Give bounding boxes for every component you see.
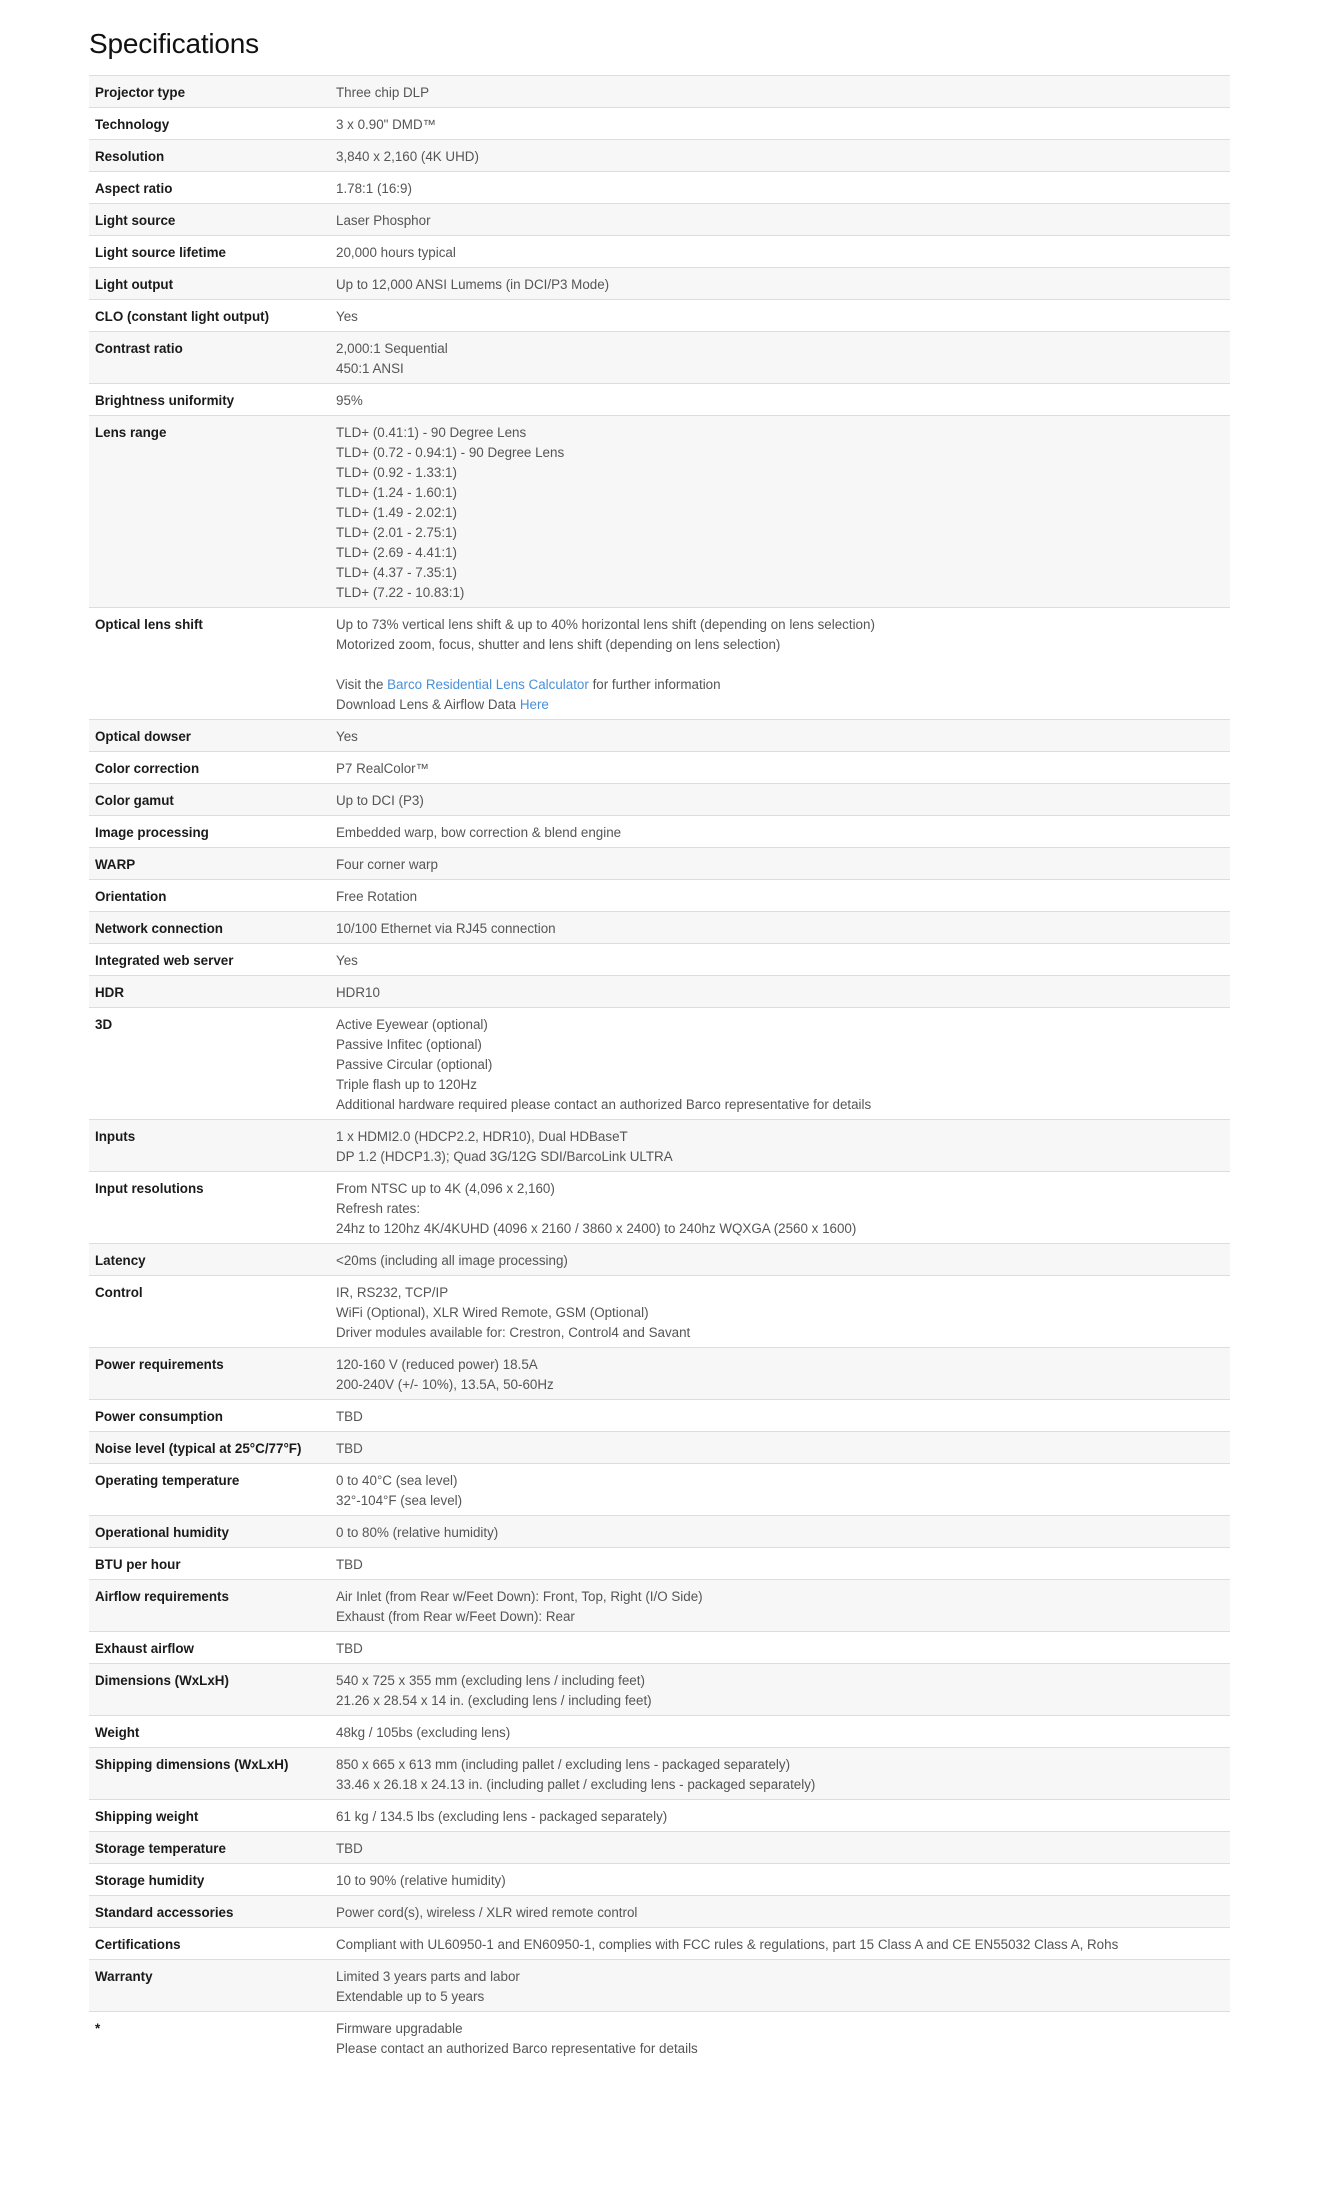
- spec-value: [330, 1244, 1230, 1276]
- spec-value-line: Up to 73% vertical lens shift & up to 40% horizontal lens shift (depending on lens selection): [336, 617, 875, 632]
- page-title: Specifications: [89, 28, 259, 59]
- spec-value-line: Passive Circular (optional): [336, 1057, 493, 1072]
- spec-value-line: Up to 12,000 ANSI Lumems (in DCI/P3 Mode): [336, 277, 610, 292]
- spec-value: [330, 1632, 1230, 1664]
- spec-label: Brightness uniformity: [89, 384, 330, 416]
- spec-label: Shipping dimensions (WxLxH): [89, 1748, 330, 1800]
- spec-row: [89, 752, 1230, 784]
- spec-value: [330, 976, 1230, 1008]
- spec-row: [89, 332, 1230, 384]
- spec-label: Shipping weight: [89, 1800, 330, 1832]
- spec-row: [89, 172, 1230, 204]
- spec-row: [89, 1664, 1230, 1716]
- spec-value-line: Triple flash up to 120Hz: [336, 1077, 477, 1092]
- spec-label: Operational humidity: [89, 1516, 330, 1548]
- spec-value: [330, 1800, 1230, 1832]
- spec-value: [330, 1464, 1230, 1516]
- spec-label: Airflow requirements: [89, 1580, 330, 1632]
- spec-value-line: Extendable up to 5 years: [336, 1989, 485, 2004]
- lens-airflow-data-link[interactable]: Here: [519, 697, 549, 712]
- spec-value-line: 2,000:1 Sequential: [336, 341, 448, 356]
- spec-label: Image processing: [89, 816, 330, 848]
- spec-value-line: [336, 655, 1224, 675]
- spec-label: Dimensions (WxLxH): [89, 1664, 330, 1716]
- spec-value-line: Up to DCI (P3): [336, 793, 424, 808]
- spec-value-line: 61 kg / 134.5 lbs (excluding lens - packaged separately): [336, 1809, 668, 1824]
- spec-value: [330, 944, 1230, 976]
- spec-row: [89, 1244, 1230, 1276]
- spec-value-line: TBD: [336, 1409, 363, 1424]
- spec-value: [330, 1172, 1230, 1244]
- spec-row: [89, 108, 1230, 140]
- spec-value-line: <20ms (including all image processing): [336, 1253, 568, 1268]
- spec-value-line: 32°-104°F (sea level): [336, 1493, 463, 1508]
- spec-row: [89, 784, 1230, 816]
- spec-value: [330, 416, 1230, 608]
- spec-label: HDR: [89, 976, 330, 1008]
- spec-row: [89, 720, 1230, 752]
- spec-value: [330, 140, 1230, 172]
- spec-value-line: 200-240V (+/- 10%), 13.5A, 50-60Hz: [336, 1377, 554, 1392]
- spec-label: Orientation: [89, 880, 330, 912]
- spec-label: Power requirements: [89, 1348, 330, 1400]
- spec-label: CLO (constant light output): [89, 300, 330, 332]
- spec-value-line: Air Inlet (from Rear w/Feet Down): Front, Top, Right (I/O Side): [336, 1589, 703, 1604]
- spec-value: [330, 332, 1230, 384]
- spec-value-line: TBD: [336, 1841, 363, 1856]
- spec-value: [330, 912, 1230, 944]
- spec-label: Color correction: [89, 752, 330, 784]
- spec-label: 3D: [89, 1008, 330, 1120]
- spec-value: [330, 108, 1230, 140]
- spec-text: for further information: [588, 677, 721, 692]
- spec-value-line: Four corner warp: [336, 857, 438, 872]
- spec-value-line: Please contact an authorized Barco representative for details: [336, 2041, 698, 2056]
- spec-label: Network connection: [89, 912, 330, 944]
- spec-row: [89, 1716, 1230, 1748]
- spec-value: [330, 1832, 1230, 1864]
- spec-label: Technology: [89, 108, 330, 140]
- spec-value: [330, 1580, 1230, 1632]
- spec-value-line: Passive Infitec (optional): [336, 1037, 482, 1052]
- spec-row: [89, 1864, 1230, 1896]
- spec-row: [89, 416, 1230, 608]
- spec-row: [89, 816, 1230, 848]
- spec-row: [89, 300, 1230, 332]
- spec-label: Light source: [89, 204, 330, 236]
- spec-value-line: 1 x HDMI2.0 (HDCP2.2, HDR10), Dual HDBaseT: [336, 1129, 628, 1144]
- spec-value: [330, 1348, 1230, 1400]
- spec-value-line: Yes: [336, 953, 358, 968]
- spec-row: [89, 1748, 1230, 1800]
- spec-value-line: TBD: [336, 1557, 363, 1572]
- spec-value-line: 850 x 665 x 613 mm (including pallet / excluding lens - packaged separately): [336, 1757, 791, 1772]
- spec-value-line: 3,840 x 2,160 (4K UHD): [336, 149, 479, 164]
- spec-value: [330, 1400, 1230, 1432]
- spec-value: [330, 1548, 1230, 1580]
- spec-row: [89, 1120, 1230, 1172]
- spec-row: [89, 1464, 1230, 1516]
- spec-value-line: TLD+ (0.72 - 0.94:1) - 90 Degree Lens: [336, 445, 565, 460]
- spec-value-line: Power cord(s), wireless / XLR wired remote control: [336, 1905, 638, 1920]
- spec-row: [89, 1800, 1230, 1832]
- spec-value: [330, 1960, 1230, 2012]
- spec-label: Resolution: [89, 140, 330, 172]
- spec-row: [89, 1632, 1230, 1664]
- spec-label: Operating temperature: [89, 1464, 330, 1516]
- spec-row: [89, 1432, 1230, 1464]
- spec-label: Contrast ratio: [89, 332, 330, 384]
- spec-row: [89, 1896, 1230, 1928]
- spec-row: [89, 76, 1230, 108]
- spec-value: [330, 1432, 1230, 1464]
- spec-value: [330, 720, 1230, 752]
- spec-value-line: 10 to 90% (relative humidity): [336, 1873, 506, 1888]
- spec-value: [330, 236, 1230, 268]
- spec-row: [89, 608, 1230, 720]
- spec-value-line: Motorized zoom, focus, shutter and lens shift (depending on lens selection): [336, 637, 781, 652]
- spec-value: [330, 204, 1230, 236]
- spec-value: [330, 1896, 1230, 1928]
- spec-label: Input resolutions: [89, 1172, 330, 1244]
- spec-label: Storage humidity: [89, 1864, 330, 1896]
- spec-value: [330, 1864, 1230, 1896]
- spec-label: Light source lifetime: [89, 236, 330, 268]
- specifications-table-body: [89, 76, 1230, 2064]
- spec-value-line: Additional hardware required please contact an authorized Barco representative for details: [336, 1097, 872, 1112]
- spec-value-line: 120-160 V (reduced power) 18.5A: [336, 1357, 538, 1372]
- spec-row: [89, 1960, 1230, 2012]
- spec-row: [89, 1548, 1230, 1580]
- spec-value-line: Refresh rates:: [336, 1201, 421, 1216]
- spec-value-line: TLD+ (0.92 - 1.33:1): [336, 465, 457, 480]
- spec-label: Certifications: [89, 1928, 330, 1960]
- spec-value: [330, 1748, 1230, 1800]
- spec-label: Latency: [89, 1244, 330, 1276]
- spec-text: Visit the: [336, 677, 388, 692]
- specifications-table: [89, 75, 1230, 2063]
- spec-label: Control: [89, 1276, 330, 1348]
- spec-label: Warranty: [89, 1960, 330, 2012]
- spec-row: [89, 912, 1230, 944]
- spec-value-line: TLD+ (4.37 - 7.35:1): [336, 565, 457, 580]
- spec-value-line: TLD+ (0.41:1) - 90 Degree Lens: [336, 425, 527, 440]
- spec-label: Inputs: [89, 1120, 330, 1172]
- spec-row: [89, 1008, 1230, 1120]
- spec-row: [89, 236, 1230, 268]
- spec-row: [89, 2012, 1230, 2064]
- spec-label: WARP: [89, 848, 330, 880]
- spec-value-line: Embedded warp, bow correction & blend engine: [336, 825, 622, 840]
- spec-value-line: HDR10: [336, 985, 380, 1000]
- spec-row: [89, 1580, 1230, 1632]
- spec-value-line: 1.78:1 (16:9): [336, 181, 412, 196]
- spec-value: [330, 384, 1230, 416]
- spec-value: [330, 300, 1230, 332]
- spec-label: Optical lens shift: [89, 608, 330, 720]
- spec-value: [330, 1008, 1230, 1120]
- spec-value-line: 21.26 x 28.54 x 14 in. (excluding lens / including feet): [336, 1693, 652, 1708]
- spec-value: [330, 880, 1230, 912]
- spec-value-line: 95%: [336, 393, 363, 408]
- spec-row: [89, 384, 1230, 416]
- spec-row: [89, 848, 1230, 880]
- spec-value-line: From NTSC up to 4K (4,096 x 2,160): [336, 1181, 555, 1196]
- spec-row: [89, 1348, 1230, 1400]
- spec-row: [89, 204, 1230, 236]
- spec-value-line: [336, 675, 1224, 695]
- spec-label: Projector type: [89, 76, 330, 108]
- spec-value-line: TBD: [336, 1441, 363, 1456]
- spec-value-line: 33.46 x 26.18 x 24.13 in. (including pallet / excluding lens - packaged separately): [336, 1777, 816, 1792]
- spec-value-line: TBD: [336, 1641, 363, 1656]
- spec-value-line: IR, RS232, TCP/IP: [336, 1285, 449, 1300]
- spec-value-line: Three chip DLP: [336, 85, 430, 100]
- spec-value-line: WiFi (Optional), XLR Wired Remote, GSM (Optional): [336, 1305, 649, 1320]
- spec-value-line: Driver modules available for: Crestron, Control4 and Savant: [336, 1325, 691, 1340]
- spec-label: Noise level (typical at 25°C/77°F): [89, 1432, 330, 1464]
- spec-label: Color gamut: [89, 784, 330, 816]
- spec-value-line: 20,000 hours typical: [336, 245, 456, 260]
- spec-label: Aspect ratio: [89, 172, 330, 204]
- spec-value: [330, 848, 1230, 880]
- spec-text: Download Lens & Airflow Data: [336, 697, 520, 712]
- spec-label: Optical dowser: [89, 720, 330, 752]
- spec-row: [89, 1172, 1230, 1244]
- spec-value: [330, 76, 1230, 108]
- spec-value-line: Firmware upgradable: [336, 2021, 463, 2036]
- spec-value: [330, 752, 1230, 784]
- spec-value: [330, 816, 1230, 848]
- spec-value: [330, 1120, 1230, 1172]
- spec-row: [89, 1276, 1230, 1348]
- spec-row: [89, 1516, 1230, 1548]
- spec-value-line: 10/100 Ethernet via RJ45 connection: [336, 921, 556, 936]
- spec-value-line: TLD+ (7.22 - 10.83:1): [336, 585, 465, 600]
- spec-label: Light output: [89, 268, 330, 300]
- spec-label: Exhaust airflow: [89, 1632, 330, 1664]
- spec-value-line: Limited 3 years parts and labor: [336, 1969, 520, 1984]
- spec-value: [330, 1928, 1230, 1960]
- spec-value-line: TLD+ (1.49 - 2.02:1): [336, 505, 457, 520]
- spec-value-line: Free Rotation: [336, 889, 418, 904]
- spec-value-line: DP 1.2 (HDCP1.3); Quad 3G/12G SDI/BarcoLink ULTRA: [336, 1149, 673, 1164]
- spec-value-line: P7 RealColor™: [336, 761, 430, 776]
- spec-row: [89, 140, 1230, 172]
- spec-value-line: TLD+ (2.69 - 4.41:1): [336, 545, 457, 560]
- spec-value-line: TLD+ (1.24 - 1.60:1): [336, 485, 457, 500]
- spec-row: [89, 268, 1230, 300]
- spec-row: [89, 1400, 1230, 1432]
- spec-value-line: Compliant with UL60950-1 and EN60950-1, complies with FCC rules & regulations, part 15 Class A and CE EN55032 Class A, Rohs: [336, 1937, 1119, 1952]
- spec-row: [89, 1832, 1230, 1864]
- spec-value-line: 0 to 80% (relative humidity): [336, 1525, 499, 1540]
- spec-value: [330, 1716, 1230, 1748]
- spec-label: *: [89, 2012, 330, 2064]
- spec-value-line: [336, 695, 1224, 715]
- spec-value-line: Active Eyewear (optional): [336, 1017, 488, 1032]
- spec-value-line: Yes: [336, 309, 358, 324]
- spec-label: Power consumption: [89, 1400, 330, 1432]
- spec-label: Storage temperature: [89, 1832, 330, 1864]
- spec-value: [330, 1664, 1230, 1716]
- spec-value-line: 540 x 725 x 355 mm (excluding lens / including feet): [336, 1673, 645, 1688]
- spec-value-line: Yes: [336, 729, 358, 744]
- lens-calculator-link[interactable]: Barco Residential Lens Calculator: [387, 677, 589, 692]
- spec-value: [330, 1516, 1230, 1548]
- spec-value-line: 3 x 0.90" DMD™: [336, 117, 437, 132]
- spec-label: Weight: [89, 1716, 330, 1748]
- spec-row: [89, 880, 1230, 912]
- spec-label: Lens range: [89, 416, 330, 608]
- spec-value-line: Exhaust (from Rear w/Feet Down): Rear: [336, 1609, 575, 1624]
- spec-value: [330, 172, 1230, 204]
- spec-label: Integrated web server: [89, 944, 330, 976]
- spec-value: [330, 268, 1230, 300]
- spec-value: [330, 608, 1230, 720]
- spec-value-line: Laser Phosphor: [336, 213, 431, 228]
- spec-value-line: 450:1 ANSI: [336, 361, 404, 376]
- spec-row: [89, 1928, 1230, 1960]
- spec-row: [89, 976, 1230, 1008]
- spec-label: BTU per hour: [89, 1548, 330, 1580]
- spec-value-line: 48kg / 105bs (excluding lens): [336, 1725, 511, 1740]
- spec-row: [89, 944, 1230, 976]
- spec-value: [330, 2012, 1230, 2064]
- spec-value-line: 0 to 40°C (sea level): [336, 1473, 458, 1488]
- spec-value: [330, 1276, 1230, 1348]
- spec-value: [330, 784, 1230, 816]
- spec-value-line: 24hz to 120hz 4K/4KUHD (4096 x 2160 / 3860 x 2400) to 240hz WQXGA (2560 x 1600): [336, 1221, 857, 1236]
- spec-label: Standard accessories: [89, 1896, 330, 1928]
- spec-value-line: TLD+ (2.01 - 2.75:1): [336, 525, 457, 540]
